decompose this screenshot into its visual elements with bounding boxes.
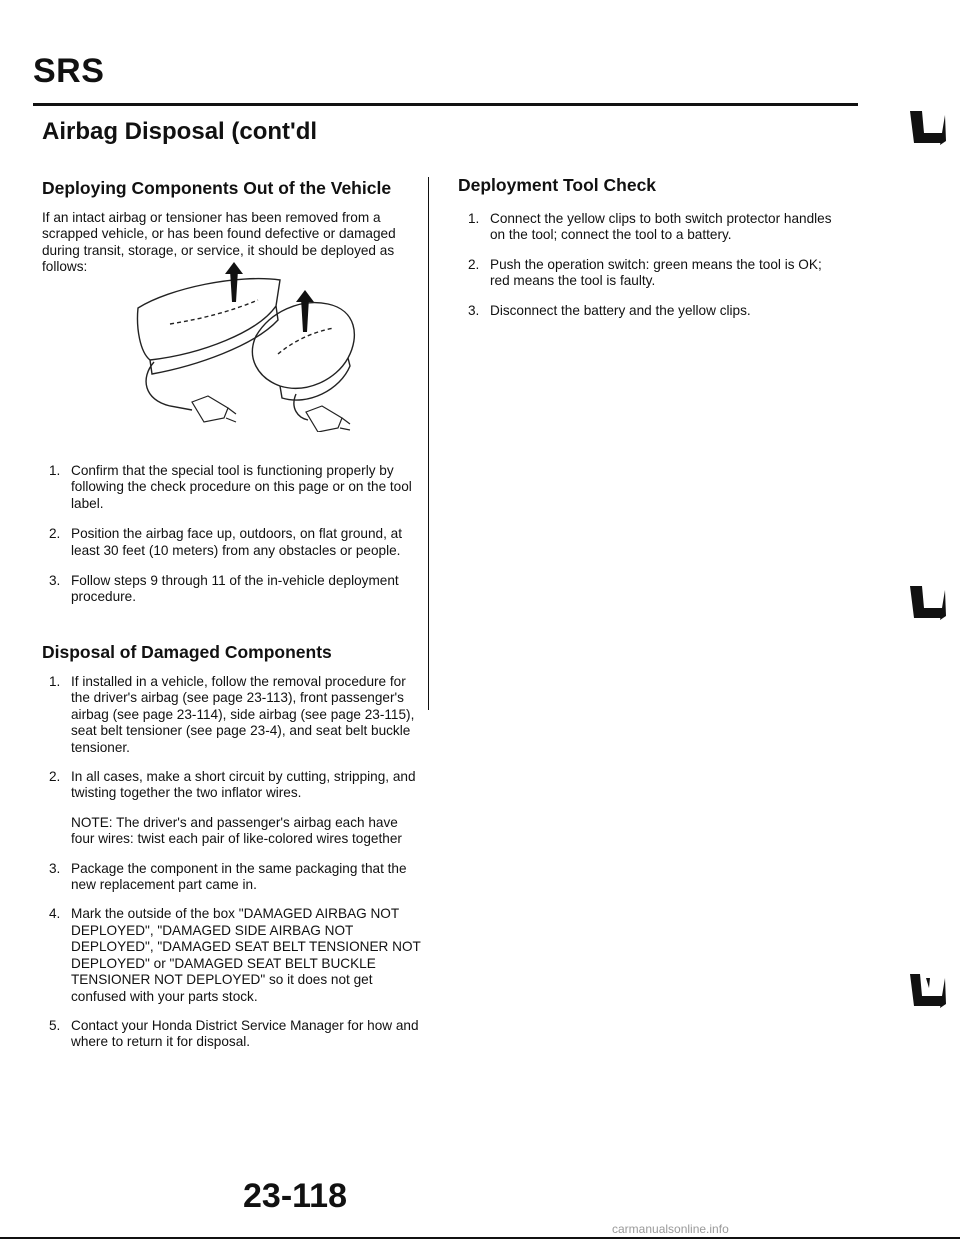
step-text: Confirm that the special tool is functioning properly by following the check procedure on this page or on the tool label. bbox=[71, 463, 412, 511]
list-item bbox=[49, 463, 421, 512]
list-item bbox=[49, 906, 421, 1004]
list-item bbox=[49, 860, 421, 894]
step-text: Mark the outside of the box "DAMAGED AIRBAG NOT DEPLOYED", "DAMAGED SIDE AIRBAG NOT DEPLOYED", "DAMAGED SEAT BELT TENSIONER NOT DEPLOYED" or "DAMAGED SEAT BELT BUCKLE TENSIONER NOT DEPLOYED" so it does not get confused with your parts stock. bbox=[71, 906, 421, 1004]
page-title: Airbag Disposal (cont'dl bbox=[42, 118, 318, 145]
airbag-modules-illustration bbox=[130, 262, 380, 432]
disposal-steps-list bbox=[49, 674, 421, 1051]
heading-disposal-damaged: Disposal of Damaged Components bbox=[42, 642, 332, 662]
step-number: 4. bbox=[49, 906, 61, 922]
step-number: 1. bbox=[49, 463, 61, 478]
header-rule bbox=[33, 103, 858, 106]
step-text: Disconnect the battery and the yellow clips. bbox=[490, 302, 751, 318]
list-item bbox=[468, 256, 838, 290]
passenger-airbag-body bbox=[138, 279, 281, 360]
list-item bbox=[49, 573, 421, 606]
passenger-connector bbox=[192, 396, 228, 422]
tool-check-steps-list bbox=[468, 211, 838, 319]
steering-connector bbox=[306, 406, 342, 432]
watermark-text: carmanualsonline.info bbox=[612, 1222, 729, 1236]
step-number: 2. bbox=[49, 526, 61, 542]
step-number: 3. bbox=[468, 302, 480, 318]
list-item bbox=[49, 1017, 421, 1051]
step-text: Contact your Honda District Service Manager for how and where to return it for disposal. bbox=[71, 1017, 419, 1050]
step-number: 1. bbox=[49, 674, 61, 689]
step-number: 2. bbox=[468, 256, 480, 272]
deploy-steps-list bbox=[49, 463, 421, 606]
list-item bbox=[468, 302, 838, 319]
list-item bbox=[468, 211, 838, 244]
step-text: Push the operation switch: green means the tool is OK; red means the tool is faulty. bbox=[490, 256, 822, 289]
list-item bbox=[49, 769, 421, 848]
step-number: 2. bbox=[49, 769, 61, 785]
thumb-tab-mark-3 bbox=[908, 970, 948, 1010]
arrow-passenger bbox=[225, 262, 243, 302]
step-text: Follow steps 9 through 11 of the in-vehicle deployment procedure. bbox=[71, 573, 399, 605]
step-number: 1. bbox=[468, 211, 480, 226]
arrow-steering bbox=[296, 290, 314, 332]
step-text: Position the airbag face up, outdoors, on flat ground, at least 30 feet (10 meters) from any obstacles or people. bbox=[71, 526, 403, 558]
heading-deploy-out: Deploying Components Out of the Vehicle bbox=[42, 178, 392, 198]
step-number: 3. bbox=[49, 860, 61, 876]
intro-paragraph: If an intact airbag or tensioner has been removed from a scrapped vehicle, or has been found defective or damaged during transit, storage, or service, it should be deployed as follows: bbox=[42, 210, 396, 275]
section-code: SRS bbox=[33, 52, 105, 90]
step-text: In all cases, make a short circuit by cutting, stripping, and twisting together the two inflator wires. bbox=[71, 769, 416, 801]
passenger-harness bbox=[146, 362, 192, 410]
footer-rule bbox=[0, 1237, 960, 1239]
thumb-tab-mark-2 bbox=[908, 582, 948, 622]
step-text: Package the component in the same packaging that the new replacement part came in. bbox=[71, 860, 407, 893]
step-number: 3. bbox=[49, 573, 61, 589]
heading-tool-check: Deployment Tool Check bbox=[458, 175, 657, 195]
step-text: Connect the yellow clips to both switch protector handles on the tool; connect the tool to a battery. bbox=[490, 211, 832, 243]
thumb-tab-mark-1 bbox=[908, 107, 948, 147]
page-number: 23-118 bbox=[243, 1177, 347, 1215]
column-divider bbox=[428, 177, 429, 710]
note-text: NOTE: The driver's and passenger's airbag each have four wires: twist each pair of like-colored wires together bbox=[71, 814, 402, 847]
step-text: If installed in a vehicle, follow the removal procedure for the driver's airbag (see page 23-113), front passenger's airbag (see page 23-114), side airbag (see page 23-115), seat belt tensioner (see page 23-4), and seat belt buckle tensioner. bbox=[71, 674, 415, 755]
list-item bbox=[49, 526, 421, 559]
steering-harness bbox=[294, 394, 308, 420]
step-number: 5. bbox=[49, 1017, 61, 1033]
list-item bbox=[49, 674, 421, 756]
